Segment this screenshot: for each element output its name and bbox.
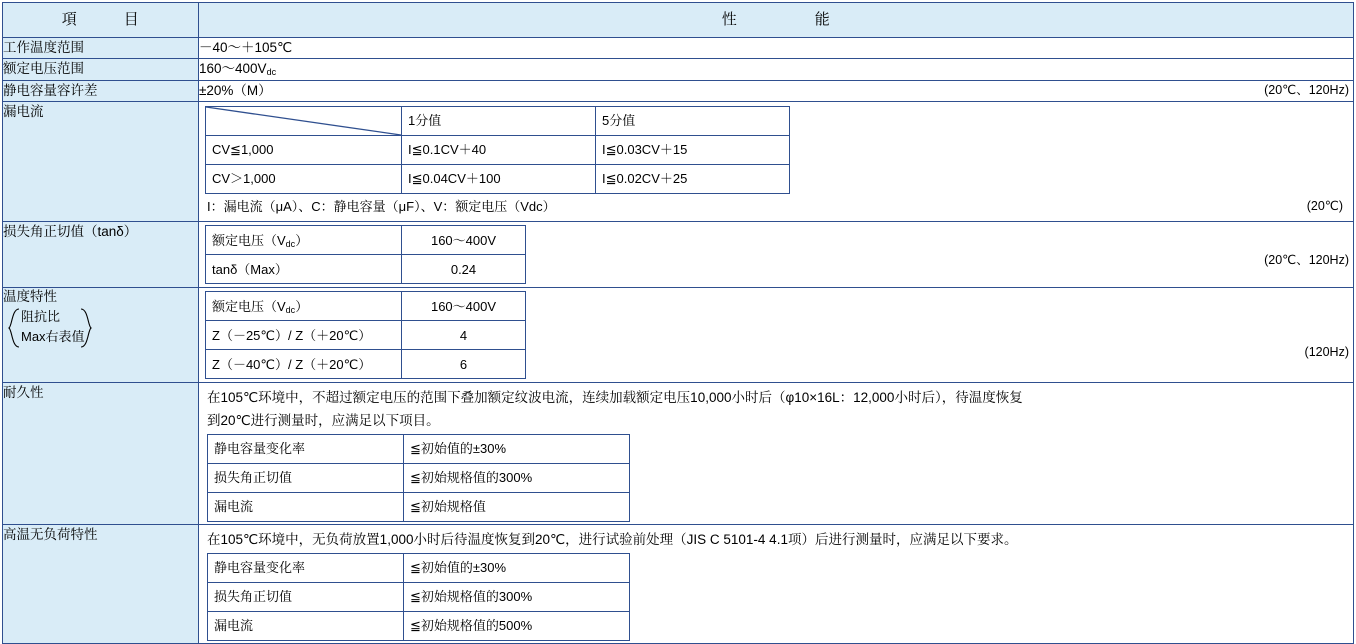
brace-icon [7,307,93,349]
tan-delta-max-label: tanδ（Max） [206,255,402,284]
high-temp-leakage-label: 漏电流 [208,612,404,641]
row-label-leakage-current: 漏电流 [3,101,199,222]
specification-table [2,2,1354,644]
leakage-definition-note [205,194,1353,219]
high-temp-cap-change-label: 静电容量变化率 [208,554,404,583]
temp-char-row [206,350,526,379]
endurance-description [199,383,1353,434]
high-temp-noload-row [208,583,630,612]
high-temp-noload-table [207,553,630,641]
temp-char-z25-label: Z（－25℃）/ Z（＋20℃） [206,321,402,350]
row-value-high-temp-noload [199,524,1354,643]
row-value-capacitance-tolerance [199,80,1354,101]
row-value-rated-voltage-range [199,59,1354,80]
leakage-col-5min: 5分值 [596,106,790,135]
tan-delta-max-value: 0.24 [402,255,526,284]
row-label-high-temp-noload: 高温无负荷特性 [3,524,199,643]
row-label-rated-voltage-range: 额定电压范围 [3,59,199,80]
rated-voltage-value: 160～400V [199,61,267,77]
row-value-operating-temp-range: －40～＋105℃ [199,38,1354,59]
capacitance-tolerance-value: ±20%（M） [199,82,272,98]
table-row [3,101,1354,222]
tan-delta-row [206,226,526,255]
leakage-row [206,135,790,164]
high-temp-noload-description [199,525,1353,553]
temp-char-impedance-ratio: 阻抗比 [21,309,61,325]
leakage-1min-gt: I≦0.04CV＋100 [402,164,596,193]
endurance-cap-change-value: ≦初始值的±30% [404,434,630,463]
leakage-1min-le: I≦0.1CV＋40 [402,135,596,164]
leakage-5min-le: I≦0.03CV＋15 [596,135,790,164]
leakage-cv-gt-1000: CV＞1,000 [206,164,402,193]
row-value-leakage-current [199,101,1354,222]
temp-char-condition: (120Hz) [1304,345,1349,360]
high-temp-cap-change-value: ≦初始值的±30% [404,554,630,583]
high-temp-noload-row [208,554,630,583]
endurance-tan-delta-value: ≦初始规格值的300% [404,463,630,492]
diagonal-line-icon [206,107,401,135]
temp-char-title: 温度特性 [3,289,57,305]
table-row [3,222,1354,288]
temp-char-z40-label: Z（－40℃）/ Z（＋20℃） [206,350,402,379]
high-temp-noload-row [208,612,630,641]
high-temp-tan-delta-value: ≦初始规格值的300% [404,583,630,612]
high-temp-leakage-value: ≦初始规格值的500% [404,612,630,641]
high-temp-noload-description-line1: 在105℃环境中，无负荷放置1,000小时后待温度恢复到20℃，进行试验前处理（JIS C 5101-4 4.1项）后进行测量时，应满足以下要求。 [207,531,1018,547]
row-label-temperature-characteristics [3,288,199,383]
endurance-leakage-value: ≦初始规格值 [404,492,630,521]
table-row [3,383,1354,525]
high-temp-tan-delta-label: 损失角正切值 [208,583,404,612]
table-row [3,38,1354,59]
temperature-characteristics-table [205,291,526,379]
leakage-header-row [206,106,790,135]
high-temp-noload-criteria [199,553,1353,643]
tan-delta-rated-voltage-value: 160～400V [402,226,526,255]
leakage-note-condition: (20℃) [1306,198,1343,213]
leakage-note-text: I：漏电流（μA）、C：静电容量（μF）、V：额定电压（Vdc） [207,198,556,214]
endurance-row [208,492,630,521]
leakage-current-table [205,106,790,194]
row-value-tan-delta [199,222,1354,288]
temp-char-row [206,292,526,321]
table-row [3,80,1354,101]
temp-char-rated-voltage-label: 额定电压$(V_{dc})$ [206,292,402,321]
row-label-capacitance-tolerance: 静电容量容许差 [3,80,199,101]
temp-char-z25-value: 4 [402,321,526,350]
endurance-cap-change-label: 静电容量变化率 [208,434,404,463]
leakage-cv-le-1000: CV≦1,000 [206,135,402,164]
tan-delta-row [206,255,526,284]
table-row [3,524,1354,643]
endurance-row [208,434,630,463]
table-row [3,59,1354,80]
endurance-criteria [199,434,1353,524]
leakage-5min-gt: I≦0.02CV＋25 [596,164,790,193]
leakage-row [206,164,790,193]
temp-char-row [206,321,526,350]
rated-voltage-subscript: dc [266,67,277,78]
endurance-row [208,463,630,492]
row-value-temperature-characteristics [199,288,1354,383]
table-header-row [3,3,1354,38]
capacitance-tolerance-condition: (20℃、120Hz) [1264,82,1349,97]
endurance-description-line2: 到20℃进行测量时，应满足以下项目。 [207,412,440,428]
temp-char-rated-voltage-value: 160～400V [402,292,526,321]
endurance-description-line1: 在105℃环境中，不超过额定电压的范围下叠加额定纹波电流，连续加载额定电压10,000小时后（φ10×16L：12,000小时后），待温度恢复 [207,390,1023,406]
temp-char-z40-value: 6 [402,350,526,379]
tan-delta-condition: (20℃、120Hz) [1264,253,1349,268]
row-label-tan-delta: 损失角正切值（tanδ） [3,222,199,288]
table-row [3,288,1354,383]
spec-sheet [0,2,1356,634]
endurance-table [207,434,630,522]
leakage-col-1min: 1分值 [402,106,596,135]
leakage-diagonal-cell [206,106,402,135]
tan-delta-table [205,225,526,284]
row-value-endurance [199,383,1354,525]
row-label-operating-temp-range: 工作温度范围 [3,38,199,59]
row-label-endurance: 耐久性 [3,383,199,525]
endurance-leakage-label: 漏电流 [208,492,404,521]
header-item: 項 目 [3,3,199,38]
header-performance: 性 能 [199,3,1354,38]
temp-char-max-right: Max右表值 [21,329,85,345]
tan-delta-rated-voltage-label: 额定电压$(V_{dc})$ [206,226,402,255]
endurance-tan-delta-label: 损失角正切值 [208,463,404,492]
temp-char-brace-group [3,307,198,347]
